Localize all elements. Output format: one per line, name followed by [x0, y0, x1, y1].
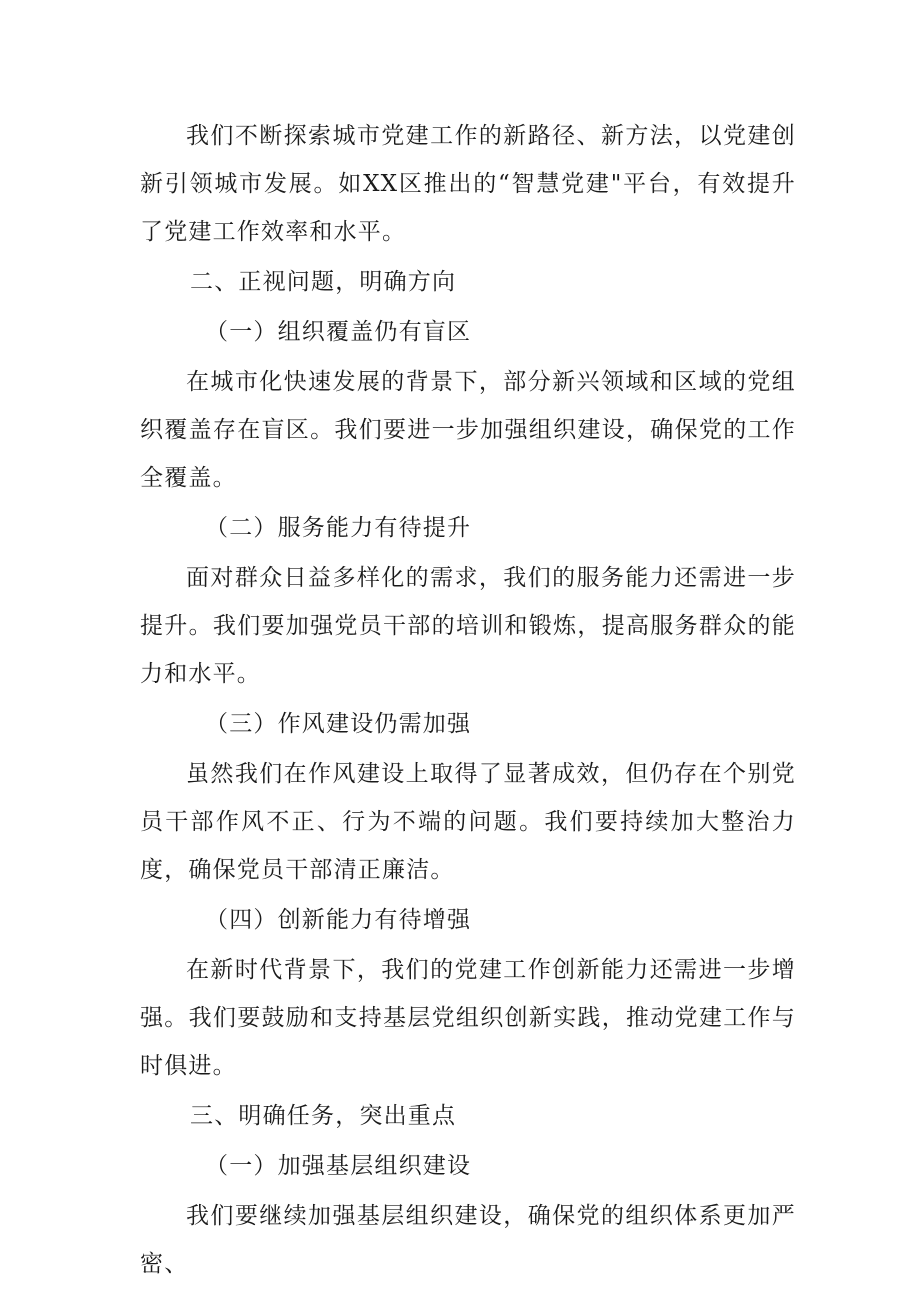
subsection-heading: （三）作风建设仍需加强: [205, 711, 472, 737]
paragraph: 虽然我们在作风建设上取得了显著成效，但仍存在个别党员干部作风不正、行为不端的问题。我们要持续加大整治力度，确保党员干部清正廉洁。: [140, 761, 796, 883]
paragraph: 我们不断探索城市党建工作的新路径、新方法，以党建创新引领城市发展。如XX区推出的“智慧党建"平台，有效提升了党建工作效率和水平。: [140, 123, 796, 245]
section-heading: 三、明确任务，突出重点: [190, 1103, 457, 1129]
subsection-heading: （四）创新能力有待增强: [205, 907, 472, 933]
paragraph: 在城市化快速发展的背景下，部分新兴领域和区域的党组织覆盖存在盲区。我们要进一步加强组织建设，确保党的工作全覆盖。: [140, 369, 796, 491]
paragraph: 面对群众日益多样化的需求，我们的服务能力还需进一步提升。我们要加强党员干部的培训和锻炼，提高服务群众的能力和水平。: [140, 565, 796, 687]
paragraph: 我们要继续加强基层组织建设，确保党的组织体系更加严密、: [140, 1203, 796, 1277]
section-heading: 二、正视问题，明确方向: [190, 269, 457, 295]
subsection-heading: （一）加强基层组织建设: [205, 1153, 472, 1179]
subsection-heading: （二）服务能力有待提升: [205, 515, 472, 541]
subsection-heading: （一）组织覆盖仍有盲区: [205, 319, 472, 345]
paragraph: 在新时代背景下，我们的党建工作创新能力还需进一步增强。我们要鼓励和支持基层党组织创新实践，推动党建工作与时俱进。: [140, 957, 796, 1079]
document-body: [140, 112, 796, 1288]
